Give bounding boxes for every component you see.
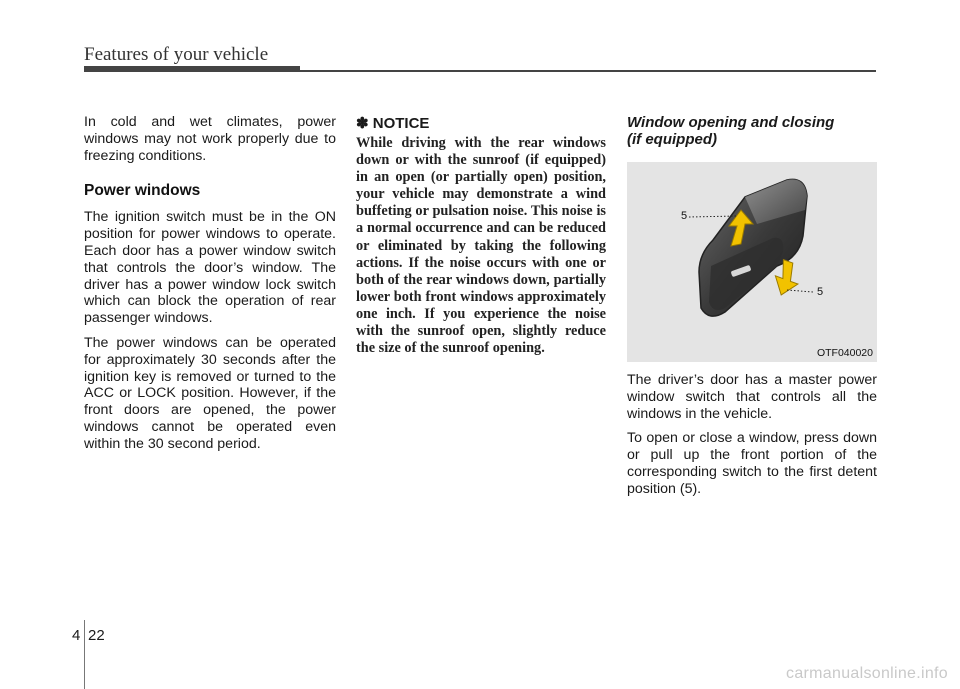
section-heading-window-opening xyxy=(627,114,877,148)
footer-divider xyxy=(84,620,85,689)
page-header-title: Features of your vehicle xyxy=(84,44,269,65)
window-switch-illustration xyxy=(627,162,877,362)
header-rule-thin xyxy=(300,70,876,72)
watermark-text: carmanualsonline.info xyxy=(786,665,948,682)
notice-body: While driving with the rear windows down or with the sunroof (if equipped) in an open (or partially open) position, your vehicle may demonstrate a wind buffeting or pulsation noise. This noise is a normal occurrence and can be reduced or eliminated by taking the following actions. If the noise occurs with one or both of the rear windows down, partially lower both front windows approximately one inch. If you experience the noise with the sunroof open, slightly reduce the size of the sunroof opening. xyxy=(356,135,606,357)
power-windows-paragraph-2: The power windows can be operated for approximately 30 seconds after the ignition key is removed or turned to the ACC or LOCK position. However, if the front doors are opened, the power windows cannot be operated even within the 30 second period. xyxy=(84,334,336,452)
section-heading-power-windows: Power windows xyxy=(84,182,201,200)
heading-line-1: Window opening and closing xyxy=(627,114,835,131)
footer-page-number: 22 xyxy=(88,627,105,644)
footer-chapter-number: 4 xyxy=(72,627,81,644)
window-switch-figure xyxy=(627,162,877,362)
callout-label-top: 5 xyxy=(681,210,688,222)
figure-code: OTF040020 xyxy=(816,347,873,359)
column-right xyxy=(627,114,877,506)
header-rule-thick xyxy=(84,66,300,72)
window-paragraph-2: To open or close a window, press down or pull up the front portion of the corresponding switch to the first detent position (5). xyxy=(627,430,877,497)
heading-line-2: (if equipped) xyxy=(627,131,717,148)
power-windows-paragraph-1: The ignition switch must be in the ON position for power windows to operate. Each door has a power window switch that controls the door’s window. The driver has a power window lock switch which can block the operation of rear passenger windows. xyxy=(84,209,336,327)
switch-body xyxy=(699,179,807,316)
column-middle xyxy=(356,114,606,357)
notice-heading: ✽ NOTICE xyxy=(356,115,430,132)
window-paragraph-1: The driver’s door has a master power window switch that controls all the windows in the vehicle. xyxy=(627,372,877,422)
intro-paragraph: In cold and wet climates, power windows may not work properly due to freezing conditions. xyxy=(84,114,336,164)
callout-label-bottom: 5 xyxy=(817,286,824,298)
column-left xyxy=(84,114,336,461)
